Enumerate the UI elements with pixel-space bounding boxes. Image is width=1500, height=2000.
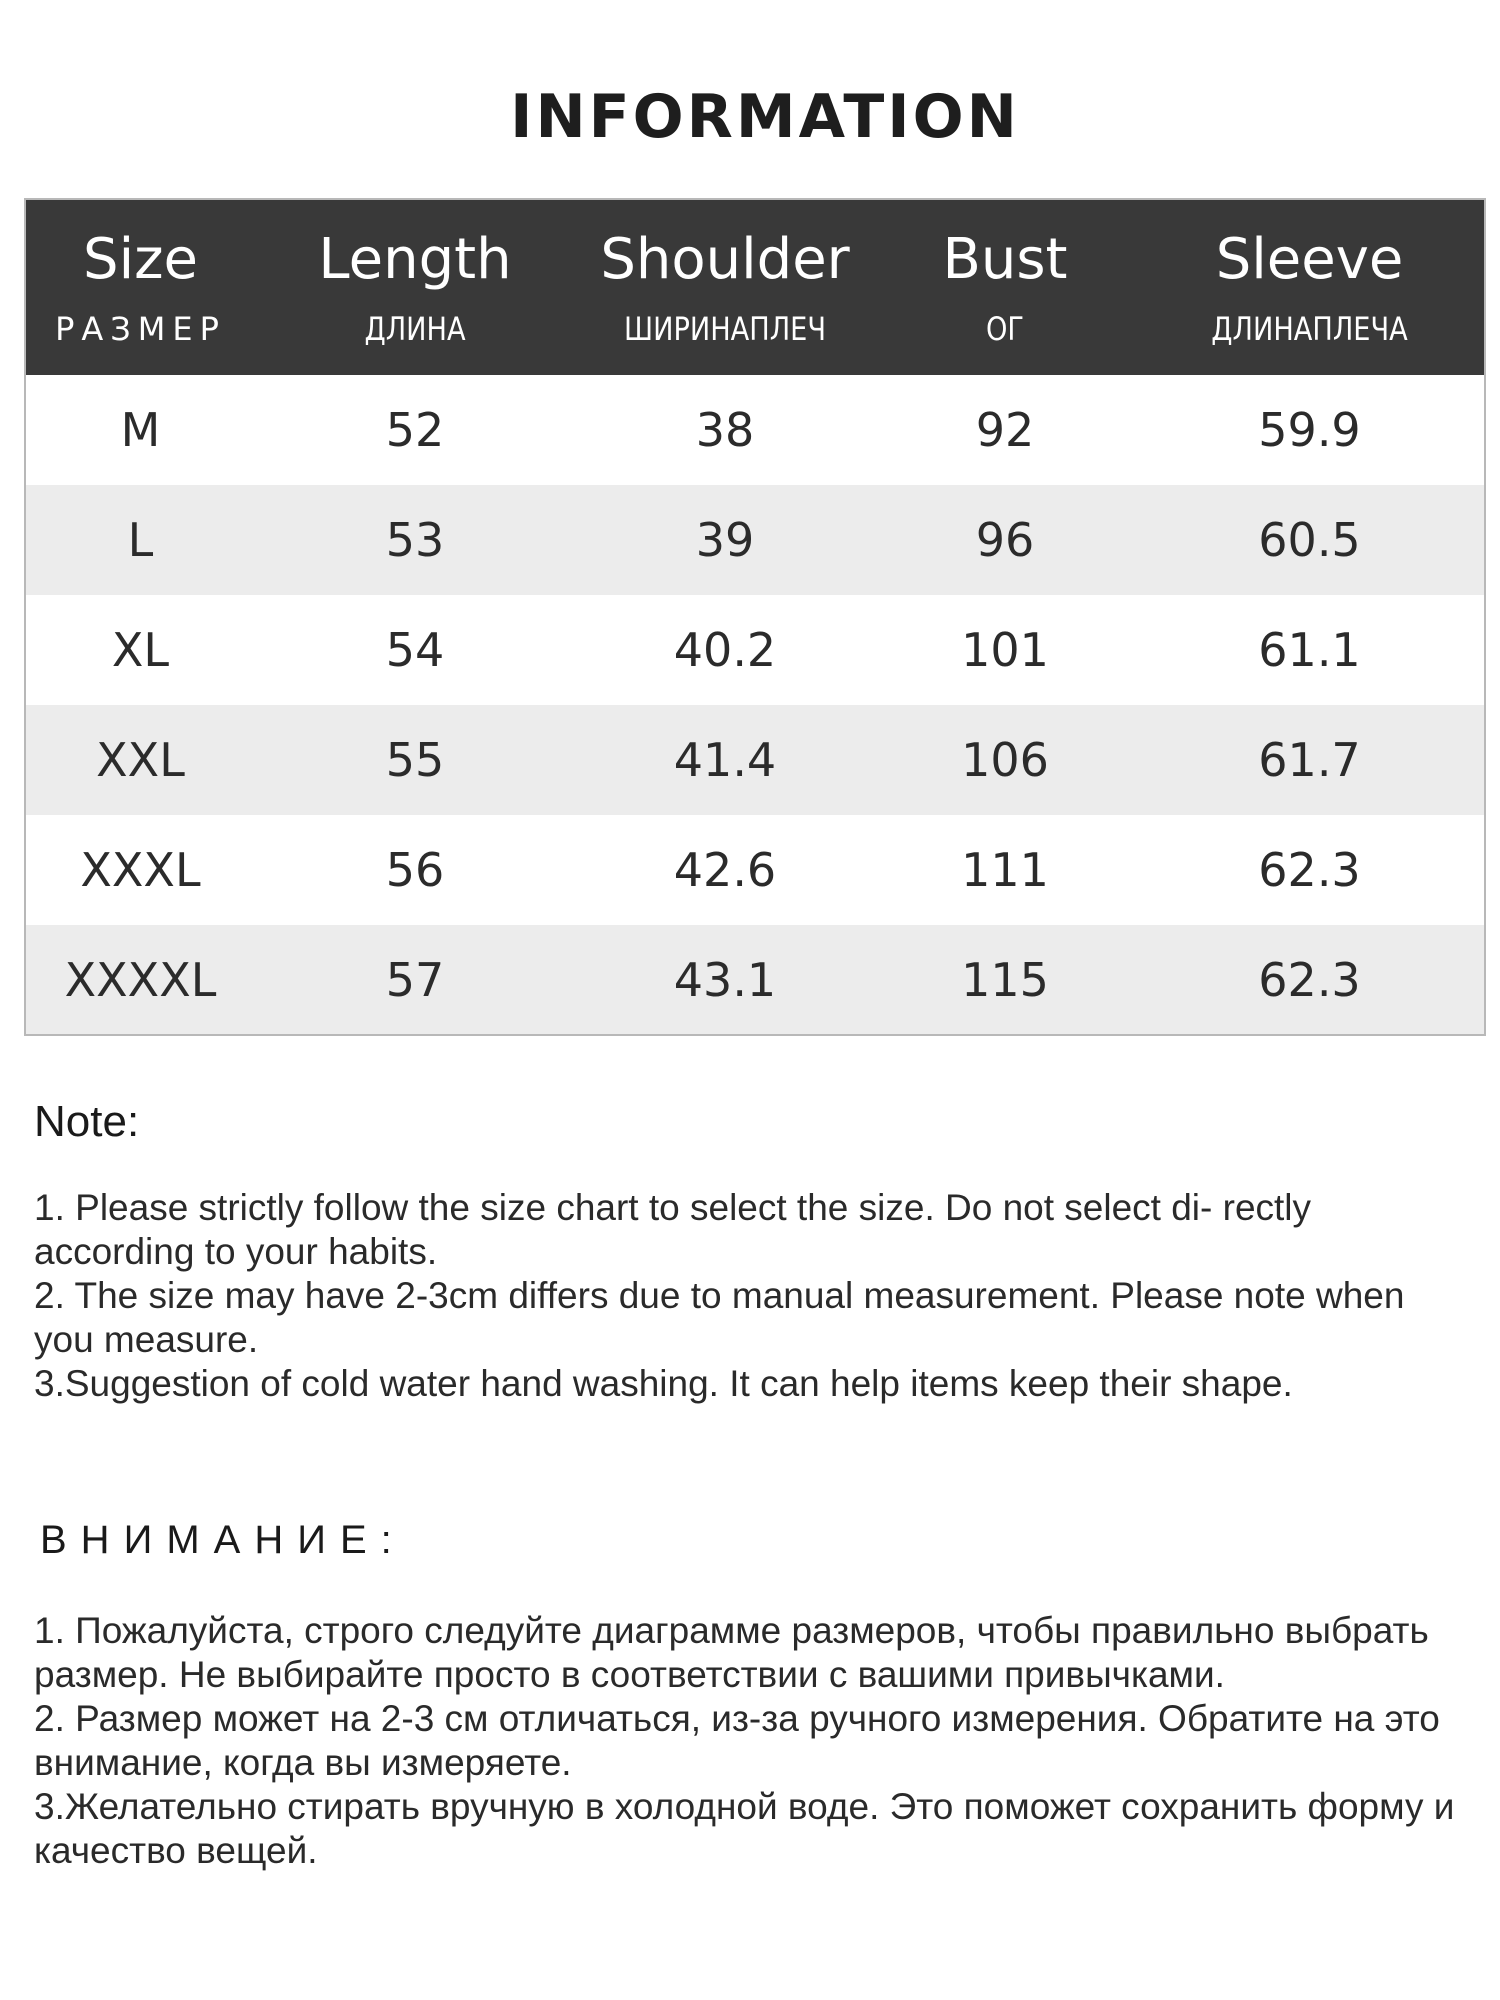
cell-shoulder: 38 — [695, 403, 755, 457]
table-body — [25, 375, 1485, 1035]
ru-note-item: 1. Пожалуйста, строго следуйте диаграмме размеров, чтобы правильно выбрать размер. Не выбирайте просто в соответствии с вашими привычками. — [34, 1610, 1429, 1695]
cell-size: XXXL — [80, 843, 201, 897]
table-row — [25, 595, 1485, 705]
cell-sleeve: 61.1 — [1258, 623, 1361, 677]
header-label-en: Length — [318, 226, 512, 292]
header-label-en: Bust — [942, 226, 1068, 292]
size-chart-table — [24, 198, 1486, 1036]
header-label-en: Shoulder — [600, 226, 850, 292]
ru-note-heading: ВНИМАНИЕ: — [40, 1518, 406, 1562]
note-heading: Note: — [34, 1097, 140, 1146]
page-title: INFORMATION — [510, 82, 1020, 152]
table-row — [25, 705, 1485, 815]
cell-shoulder: 40.2 — [673, 623, 777, 677]
cell-bust: 106 — [961, 733, 1049, 787]
header-label-ru: РАЗМЕР — [55, 309, 226, 348]
cell-length: 57 — [385, 952, 445, 1007]
cell-bust: 101 — [961, 623, 1049, 677]
header-label-en: Sleeve — [1215, 226, 1404, 292]
cell-sleeve: 61.7 — [1258, 733, 1361, 787]
cell-length: 55 — [385, 733, 445, 787]
cell-bust: 92 — [975, 403, 1035, 457]
cell-length: 56 — [385, 843, 445, 897]
cell-sleeve: 62.3 — [1258, 843, 1361, 897]
cell-shoulder: 43.1 — [673, 952, 777, 1007]
cell-length: 53 — [385, 513, 445, 567]
table-row — [25, 375, 1485, 485]
header-label-ru: ШИРИНАПЛЕЧ — [624, 309, 826, 348]
cell-sleeve: 60.5 — [1258, 513, 1361, 567]
cell-shoulder: 42.6 — [673, 843, 777, 897]
header-length — [255, 199, 575, 375]
table-row — [25, 925, 1485, 1035]
cell-sleeve: 62.3 — [1258, 952, 1361, 1007]
cell-shoulder: 39 — [695, 513, 755, 567]
table-row — [25, 815, 1485, 925]
note-list — [34, 1186, 1464, 1406]
note-item: 1. Please strictly follow the size chart to select the size. Do not select di- rectly according to your habits. — [34, 1187, 1312, 1272]
note-item: 3.Suggestion of cold water hand washing. It can help items keep their shape. — [34, 1363, 1293, 1404]
cell-shoulder: 41.4 — [673, 733, 777, 787]
header-shoulder — [575, 199, 875, 375]
ru-note-list — [34, 1609, 1474, 1873]
note-item: 2. The size may have 2-3cm differs due to manual measurement. Please note when you measure. — [34, 1275, 1405, 1360]
header-label-ru: ДЛИНАПЛЕЧА — [1211, 309, 1408, 348]
header-sleeve — [1135, 199, 1485, 375]
cell-bust: 115 — [961, 952, 1049, 1007]
cell-bust: 111 — [961, 843, 1049, 897]
cell-size: L — [127, 513, 154, 567]
cell-length: 52 — [385, 403, 445, 457]
cell-bust: 96 — [975, 513, 1035, 567]
header-bust — [875, 199, 1135, 375]
ru-note-item: 3.Желательно стирать вручную в холодной воде. Это поможет сохранить форму и качество вещей. — [34, 1786, 1455, 1871]
ru-note-item: 2. Размер может на 2-3 см отличаться, из-за ручного измерения. Обратите на это внимание, когда вы измеряете. — [34, 1698, 1440, 1783]
header-size — [25, 199, 255, 375]
cell-length: 54 — [385, 623, 445, 677]
header-label-ru: ОГ — [985, 309, 1024, 348]
header-label-ru: ДЛИНА — [364, 309, 466, 348]
header-label-en: Size — [83, 226, 198, 292]
cell-size: XXL — [96, 733, 185, 787]
cell-size: XXXXL — [64, 952, 217, 1007]
cell-sleeve: 59.9 — [1258, 403, 1361, 457]
table-header — [25, 199, 1485, 375]
header-row — [25, 199, 1485, 375]
cell-size: M — [120, 403, 161, 457]
cell-size: XL — [111, 623, 170, 677]
table-row — [25, 485, 1485, 595]
